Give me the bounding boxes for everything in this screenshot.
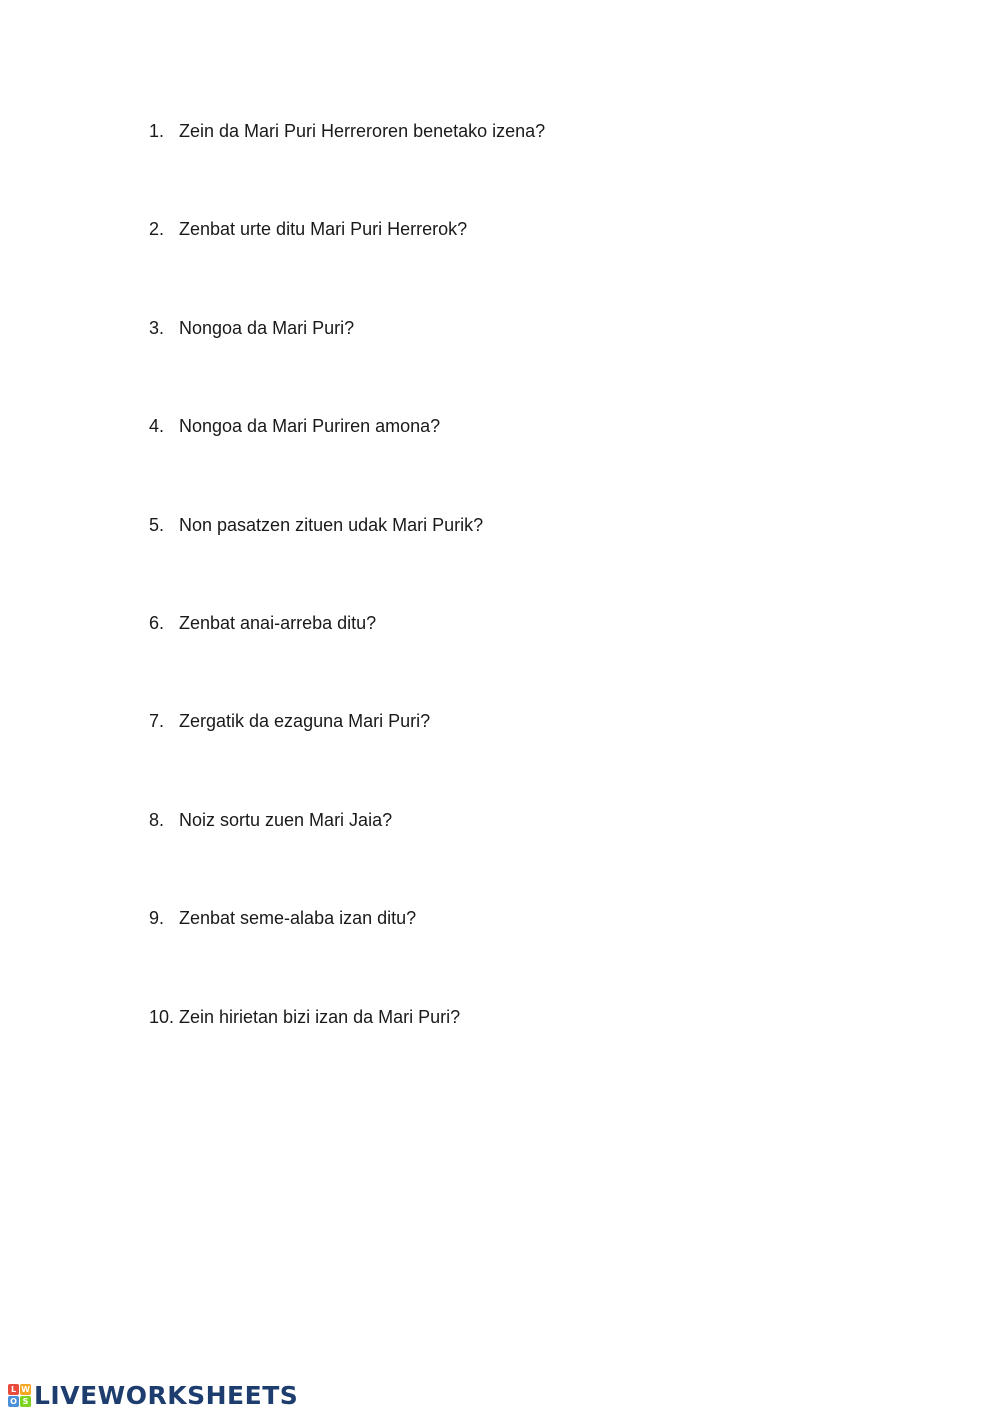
question-number: 8.: [149, 809, 165, 830]
question-number: 10.: [149, 1006, 175, 1027]
question-text: Nongoa da Mari Puri?: [179, 317, 355, 338]
logo-mark-tile: O: [8, 1396, 19, 1407]
question-item-9: [149, 904, 545, 1002]
question-item-1: [149, 117, 545, 215]
question-number: 3.: [149, 317, 165, 338]
question-item-5: [149, 511, 545, 609]
question-text: Zein da Mari Puri Herreroren benetako izena?: [179, 121, 546, 141]
question-item-2: [149, 215, 545, 313]
question-text: Zenbat seme-alaba izan ditu?: [179, 908, 417, 929]
liveworksheets-logo: [8, 1381, 298, 1409]
question-text: Zenbat anai-arreba ditu?: [179, 612, 377, 633]
question-item-3: [149, 314, 545, 412]
question-number: 6.: [149, 612, 165, 633]
question-item-8: [149, 806, 545, 904]
logo-mark-tile: W: [21, 1384, 30, 1394]
question-text: Non pasatzen zituen udak Mari Purik?: [179, 514, 484, 535]
question-number: 2.: [149, 219, 165, 240]
question-item-7: [149, 707, 545, 805]
question-text: Zenbat urte ditu Mari Puri Herrerok?: [179, 219, 468, 240]
logo-mark-icon: [8, 1384, 31, 1407]
logo-mark-tile: S: [20, 1396, 31, 1407]
question-number: 7.: [149, 711, 165, 732]
question-number: 4.: [149, 416, 165, 437]
question-text: Zein hirietan bizi izan da Mari Puri?: [179, 1006, 461, 1027]
question-item-6: [149, 609, 545, 707]
question-text: Noiz sortu zuen Mari Jaia?: [179, 809, 393, 830]
question-number: 1.: [149, 121, 165, 141]
logo-text: LIVEWORKSHEETS: [34, 1380, 299, 1410]
logo-mark-tile: L: [8, 1384, 19, 1395]
question-list: [149, 117, 545, 1101]
question-number: 5.: [149, 514, 165, 535]
question-item-4: [149, 412, 545, 510]
question-text: Zergatik da ezaguna Mari Puri?: [179, 711, 431, 732]
question-text: Nongoa da Mari Puriren amona?: [179, 416, 441, 437]
question-number: 9.: [149, 908, 165, 929]
question-item-10: [149, 1003, 545, 1101]
